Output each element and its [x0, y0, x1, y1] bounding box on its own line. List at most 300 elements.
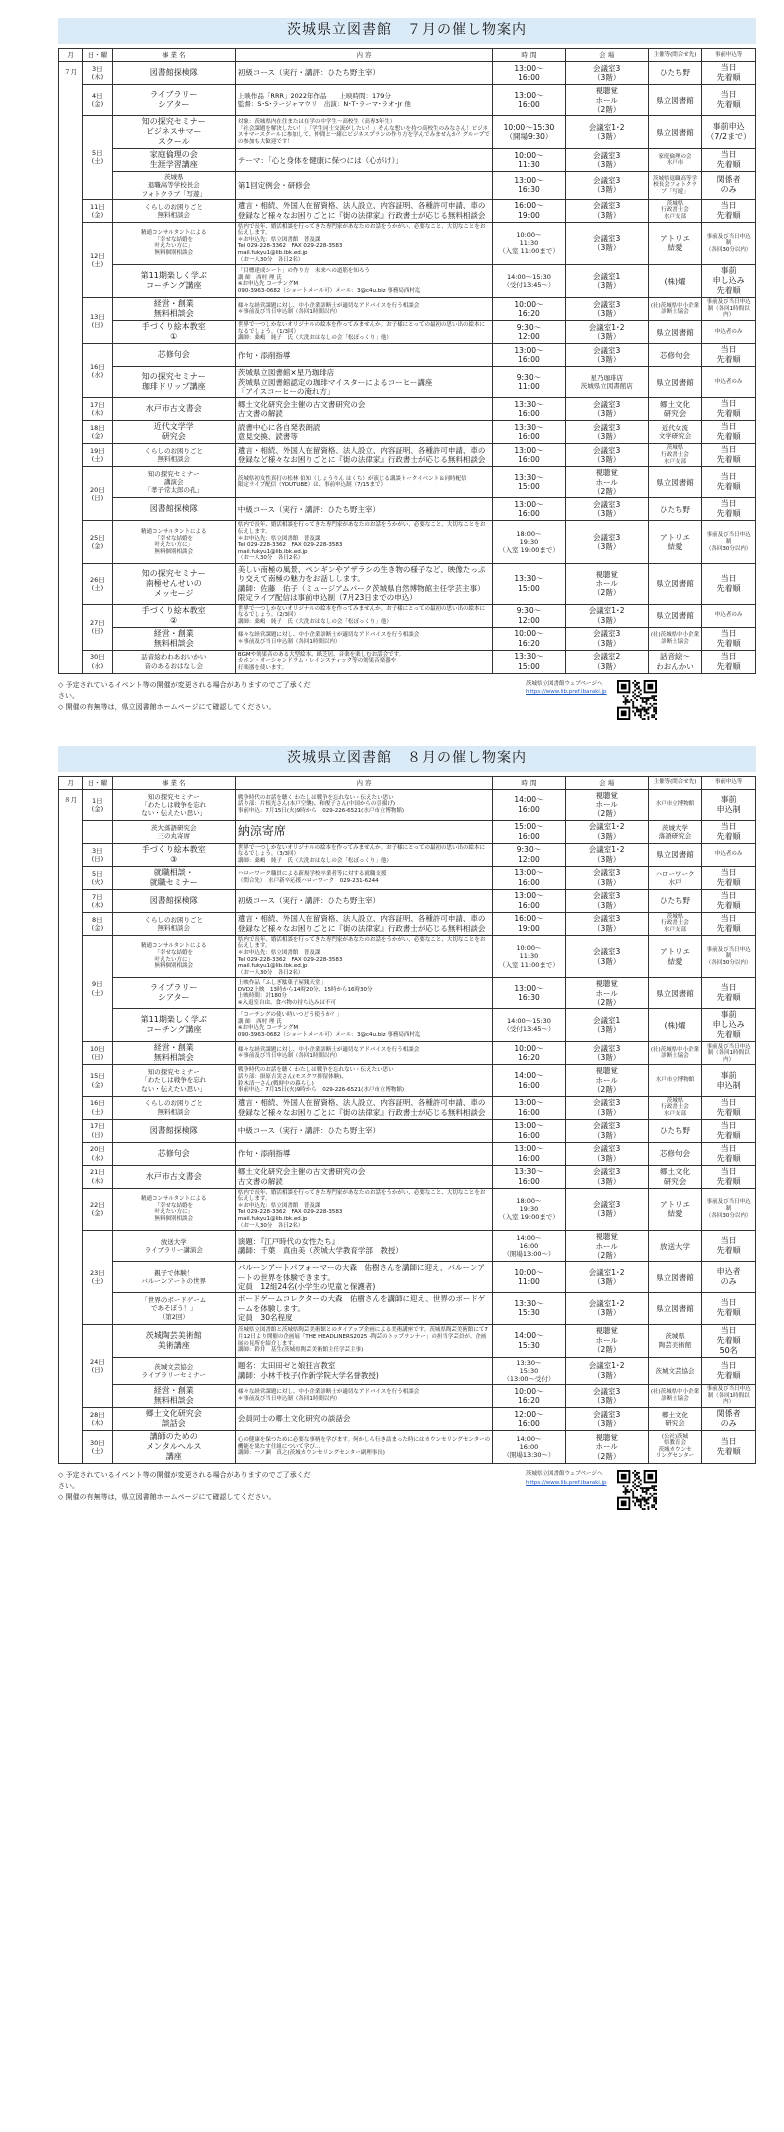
table-row	[59, 199, 756, 222]
time-cell: 13:00～ 16:00	[493, 498, 565, 521]
event-name-cell: 茨城県 退職高等学校長会 フォトクラブ「写遊」	[112, 172, 235, 199]
venue-cell: 会議室3 （3階）	[565, 199, 648, 222]
organizer-cell: 茨城県 行政書士会 水戸支部	[648, 444, 702, 467]
event-name-cell: 手づくり絵本教室 ①	[112, 321, 235, 344]
content-cell: 世界で一つしかないオリジナルの絵本を作ってみませんか。お子様にとっての最初の思い出の絵本になるでしょう。（3/3回） 講師：桑嶋 純子 氏（大洗おはなしの会「松ぼっくり」他）	[235, 843, 492, 866]
time-cell: 13:00～ 16:00	[493, 344, 565, 367]
time-cell: 10:00～15:30 （開場9:30）	[493, 116, 565, 149]
july-table-body	[59, 62, 756, 673]
event-name-cell: 芯修句会	[112, 1142, 235, 1165]
table-row	[59, 1142, 756, 1165]
venue-cell: 会議室3 （3階）	[565, 627, 648, 650]
table-row	[59, 85, 756, 116]
application-cell: 事前 申し込み 先着順	[702, 1009, 756, 1042]
table-row	[59, 843, 756, 866]
time-cell: 14:00～15:30 （受付13:45～）	[493, 1009, 565, 1042]
time-cell: 18:00～ 19:30 （入室 19:00まで）	[493, 1188, 565, 1231]
content-cell: 上映作品「ふしぎ駄菓子屋銭天堂」 DVD2上映 13時から14時20分、15時から16時30分 上映時間：計180分 ※入退室自由、食べ物の持ち込みは不可	[235, 978, 492, 1009]
date-cell: 25日 (金)	[83, 521, 112, 564]
table-row	[59, 172, 756, 199]
table-row	[59, 222, 756, 265]
organizer-cell: 県立図書館	[648, 116, 702, 149]
content-cell: 読書中心に各自発表朗読 意見交換、読書等	[235, 421, 492, 444]
date-cell: 9日 (土)	[83, 935, 112, 1042]
table-row	[59, 1384, 756, 1407]
event-name-cell: 話音絵わわあおいかい 音のあるおはなし会	[112, 650, 235, 673]
table-row	[59, 789, 756, 820]
venue-cell: 会議室3 （3階）	[565, 1384, 648, 1407]
date-cell: 30日 (土)	[83, 1430, 112, 1463]
application-cell: 当日 先着順	[702, 1142, 756, 1165]
content-cell: 郷土文化研究会主催の古文書研究の会 古文書の解読	[235, 1165, 492, 1188]
header-event: 事 業 名	[112, 776, 235, 789]
application-cell: 当日 先着順	[702, 1293, 756, 1324]
organizer-cell: 県立図書館	[648, 843, 702, 866]
date-cell: 16日 (土)	[83, 1096, 112, 1119]
time-cell: 13:00～ 16:00	[493, 1119, 565, 1142]
venue-cell: 会議室1 （3階）	[565, 1009, 648, 1042]
venue-cell: 会議室3 （3階）	[565, 1142, 648, 1165]
event-name-cell: 郷土文化研究会 談話会	[112, 1407, 235, 1430]
time-cell: 13:30～ 15:30	[493, 1293, 565, 1324]
qr-code-icon[interactable]	[617, 1470, 657, 1510]
content-cell: 県内で長年、婚活相談を行ってきた専門家があなたのお話をうかがい、必要なこと、大切なことをお伝えします。 ＊お申込先：県立図書館 普及課 Tel 029-228-3362 FAX 029-228-3583 mail.fukyu1@lib.ibk.ed.jp （お一人30分 各日2名）	[235, 521, 492, 564]
venue-cell: 会議室3 （3階）	[565, 398, 648, 421]
organizer-cell: 県立図書館	[648, 1293, 702, 1324]
content-cell: 遺言・相続、外国人在留資格、法人設立、内容証明、各種許可申請、車の登録など様々なお困りごとに『街の法律家』行政書士が応じる無料相談会	[235, 1096, 492, 1119]
content-cell: 様々な経営課題に対し、中小企業診断士が適切なアドバイスを行う相談会 ＊事前及び当日申込制（各回1時間以内）	[235, 298, 492, 321]
venue-cell: 会議室3 （3階）	[565, 866, 648, 889]
application-cell: 事前及び当日申込制 （各回30分以内）	[702, 222, 756, 265]
content-cell: 県内で長年、婚活相談を行ってきた専門家があなたのお話をうかがい、必要なこと、大切なことをお伝えします。 ＊お申込先：県立図書館 普及課 Tel 029-228-3362 FAX 029-228-3583 mail.fukyu1@lib.ibk.ed.jp （お一人30分 各日2名）	[235, 935, 492, 978]
venue-cell: 会議室1･2 （3階）	[565, 1293, 648, 1324]
time-cell: 9:30～ 11:00	[493, 367, 565, 398]
content-cell: 題名：太田田ゼと娘狂言教室 講師：小林千枝子(作新学院大学名誉教授)	[235, 1357, 492, 1384]
event-name-cell: 知の探究セミナー 珈琲ドリップ講座	[112, 367, 235, 398]
time-cell: 15:00～ 16:00	[493, 820, 565, 843]
qr-caption-text: 茨城県立図書館ウェブページへ	[526, 680, 603, 687]
organizer-cell: 近代女流 文学研究会	[648, 421, 702, 444]
table-row	[59, 521, 756, 564]
application-cell: 申込者 のみ	[702, 1262, 756, 1293]
content-cell: 様々な経営課題に対し、中小企業診断士が適切なアドバイスを行う相談会 ＊事前及び当日申込制（各回1時間以内）	[235, 1042, 492, 1065]
august-notes-text	[58, 1470, 438, 1510]
application-cell: 事前及び当日申込制 （各回30分以内）	[702, 1188, 756, 1231]
date-cell: 12日 (土)	[83, 222, 112, 298]
organizer-cell: アトリエ 結愛	[648, 1188, 702, 1231]
venue-cell: 会議室3 （3階）	[565, 1119, 648, 1142]
event-name-cell: 茨城文芸協会 ライブラリーセミナー	[112, 1357, 235, 1384]
content-cell: 遺言・相続、外国人在留資格、法人設立、内容証明、各種許可申請、車の登録など様々なお困りごとに『街の法律家』行政書士が応じる無料相談会	[235, 912, 492, 935]
note-item: ◇ 開催の有無等は，県立図書館ホームページにて確認してください。	[58, 1493, 276, 1502]
content-cell: ボードゲームコレクターの大森 佑樹さんを講師に迎え、世界のボードゲームを体験します。 定員 30名程度	[235, 1293, 492, 1324]
organizer-cell: 水戸市立博物館	[648, 1065, 702, 1096]
table-row	[59, 498, 756, 521]
venue-cell: 会議室2 （3階）	[565, 650, 648, 673]
application-cell: 事前及び当日申込制（各回1時間以内）	[702, 1042, 756, 1065]
application-cell: 事前 申込制	[702, 789, 756, 820]
august-schedule-table	[58, 776, 756, 1464]
event-name-cell: 図書館探検隊	[112, 498, 235, 521]
date-cell: 30日 (水)	[83, 650, 112, 673]
application-cell: 事前及び当日申込制 （各回30分以内）	[702, 935, 756, 978]
table-row	[59, 889, 756, 912]
header-month: 月	[59, 49, 83, 62]
content-cell: 世界で一つしかないオリジナルの絵本を作ってみませんか。お子様にとっての最初の思い出の絵本になるでしょう。（1/3回） 講師：桑嶋 純子 氏（大洗おはなしの会「松ぼっくり」他）	[235, 321, 492, 344]
july-schedule-table	[58, 48, 756, 674]
event-name-cell: 経営・創業 無料相談会	[112, 298, 235, 321]
time-cell: 13:00～ 16:00	[493, 889, 565, 912]
time-cell: 13:00～ 16:00	[493, 866, 565, 889]
table-row	[59, 367, 756, 398]
content-cell: 戦争時代のお話を聴く わたしは戦争を忘れない・伝えたい思い 話り部：片根光さん(本戸空襲)、和俊子さん(中国からの引揚げ) 事前申込：7月15日(火)9時から 029-226-6521(水戸市立博物館)	[235, 789, 492, 820]
table-row	[59, 627, 756, 650]
application-cell: 当日 先着順	[702, 1357, 756, 1384]
header-organizer: 主催等(問合せ先)	[648, 776, 702, 789]
application-cell: 申込者のみ	[702, 367, 756, 398]
content-cell: 茨城県立図書館×星乃珈琲店 茨城県立図書館認定の珈琲マイスターによるコーヒー講座 「アイスコーヒーの淹れ方」	[235, 367, 492, 398]
time-cell: 9:30～ 12:00	[493, 604, 565, 627]
table-row	[59, 1407, 756, 1430]
time-cell: 10:00～ 16:20	[493, 1042, 565, 1065]
time-cell: 13:00～ 16:30	[493, 172, 565, 199]
organizer-cell: 話音絵～ わおんかい	[648, 650, 702, 673]
application-cell: 当日 先着順	[702, 498, 756, 521]
event-name-cell: くらしのお困りごと 無料相談会	[112, 1096, 235, 1119]
organizer-cell: アトリエ 結愛	[648, 222, 702, 265]
event-name-cell: 精通コンサルタントによる 「幸せな結婚を 叶えたい方に」 無料個別相談会	[112, 521, 235, 564]
date-cell: 17日 (日)	[83, 1119, 112, 1142]
application-cell: 申込者のみ	[702, 321, 756, 344]
organizer-cell: (社)茨城県中小企業診断士協会	[648, 627, 702, 650]
venue-cell: 視聴覚 ホール （2階）	[565, 1430, 648, 1463]
date-cell: 21日 (木)	[83, 1165, 112, 1188]
event-name-cell: 水戸市古文書会	[112, 398, 235, 421]
august-notes	[58, 1464, 756, 1510]
application-cell: 事前 申込制	[702, 1065, 756, 1096]
august-section	[0, 720, 784, 1510]
venue-cell: 視聴覚 ホール （2階）	[565, 564, 648, 605]
time-cell: 13:00～ 16:00	[493, 85, 565, 116]
table-row	[59, 344, 756, 367]
table-row	[59, 321, 756, 344]
application-cell: 当日 先着順	[702, 1096, 756, 1119]
table-row	[59, 1042, 756, 1065]
venue-cell: 会議室1･2 （3階）	[565, 321, 648, 344]
header-month: 月	[59, 776, 83, 789]
header-venue: 会 場	[565, 49, 648, 62]
time-cell: 14:00～ 15:30	[493, 1324, 565, 1357]
venue-cell: 会議室3 （3階）	[565, 344, 648, 367]
venue-cell: 視聴覚 ホール （2階）	[565, 1324, 648, 1357]
table-row	[59, 866, 756, 889]
table-row	[59, 1231, 756, 1262]
time-cell: 13:30～ 15:00	[493, 564, 565, 605]
content-cell: 会員同士の郷土文化研究の談話会	[235, 1407, 492, 1430]
time-cell: 10:00～ 11:30 （入室 11:00まで）	[493, 935, 565, 978]
application-cell: 当日 先着順	[702, 398, 756, 421]
venue-cell: 会議室3 （3階）	[565, 521, 648, 564]
table-row	[59, 265, 756, 298]
time-cell: 10:00～ 16:20	[493, 627, 565, 650]
venue-cell: 会議室1･2 （3階）	[565, 1357, 648, 1384]
venue-cell: 会議室3 （3階）	[565, 889, 648, 912]
event-name-cell: 講師のための メンタルヘルス 講座	[112, 1430, 235, 1463]
august-qr-caption	[526, 1470, 607, 1488]
application-cell: 申込者のみ	[702, 843, 756, 866]
application-cell: 申込者のみ	[702, 604, 756, 627]
qr-code-icon[interactable]	[617, 680, 657, 720]
venue-cell: 会議室3 （3階）	[565, 1096, 648, 1119]
month-cell: ８月	[59, 789, 83, 1463]
table-row	[59, 444, 756, 467]
date-cell: 20日 (水)	[83, 1142, 112, 1165]
header-content: 内 容	[235, 49, 492, 62]
event-name-cell: 精通コンサルタントによる 「幸せな結婚を 叶えたい方に」 無料個別相談会	[112, 935, 235, 978]
time-cell: 13:30～ 15:00	[493, 467, 565, 498]
content-cell: 様々な経営課題に対し、中小企業診断士が適切なアドバイスを行う相談会 ＊事前及び当日申込制（各回1時間以内）	[235, 1384, 492, 1407]
content-cell: 世界で一つしかないオリジナルの絵本を作ってみませんか。お子様にとっての最初の思い出の絵本になるでしょう。（2/3回） 講師：桑嶋 純子 氏（大洗おはなしの会「松ぼっくり」他）	[235, 604, 492, 627]
content-cell: 茨城県立図書館と茨城県陶芸美術館とのタイアップ企画による美術講座です。茨城県陶芸美術館にて7月12日より開催の企画展「THE HEADLINERS2025 -陶芸のトップランナー」の担当学芸員が、企画展の見所を紹介します。 講師：鈴井 基生(茨城県陶芸美術館主任学芸主事)	[235, 1324, 492, 1357]
event-name-cell: 経営・創業 無料相談会	[112, 627, 235, 650]
table-row	[59, 1009, 756, 1042]
venue-cell: 視聴覚 ホール （2階）	[565, 789, 648, 820]
website-link[interactable]: https://www.lib.pref.ibaraki.jp	[526, 1479, 607, 1486]
organizer-cell: (社)茨城県中小企業診断士協会	[648, 1384, 702, 1407]
month-cell: ７月	[59, 62, 83, 673]
content-cell: 対象：茨城県内在住または在学の中学生～高校生（高専3年生） 「社会課題を解決したい！」「学生同士交流がしたい！」そんな想いを持つ高校生のみなさん！ビジネスサマースクールに参加して、仲間と一緒にビジネスプランの作り方を学んでみませんか？グループでの参加も大歓迎です！	[235, 116, 492, 149]
application-cell: 当日 先着順	[702, 650, 756, 673]
venue-cell: 会議室1･2 （3階）	[565, 604, 648, 627]
july-qr-block	[526, 680, 756, 720]
time-cell: 14:00～ 16:00	[493, 789, 565, 820]
content-cell: BGMや効果音のある大型絵本、紙芝居、音楽を楽しむお話会です。 カホン・オーシャンドラム・レインスティック等の効果音楽器や 打楽器を使います。	[235, 650, 492, 673]
application-cell: 当日 先着順	[702, 889, 756, 912]
organizer-cell: ハローワーク 水戸	[648, 866, 702, 889]
organizer-cell: アトリエ 結愛	[648, 935, 702, 978]
date-cell: 8日 (金)	[83, 912, 112, 935]
venue-cell: 会議室3 （3階）	[565, 912, 648, 935]
table-row	[59, 564, 756, 605]
time-cell: 13:30～ 16:00	[493, 398, 565, 421]
header-content: 内 容	[235, 776, 492, 789]
table-row	[59, 467, 756, 498]
organizer-cell: 水戸市立博物館	[648, 789, 702, 820]
july-notes-text	[58, 680, 438, 720]
content-cell: 遺言・相続、外国人在留資格、法人設立、内容証明、各種許可申請、車の登録など様々なお困りごとに『街の法律家』行政書士が応じる無料相談会	[235, 444, 492, 467]
application-cell: 当日 先着順	[702, 199, 756, 222]
application-cell: 当日 先着順	[702, 149, 756, 172]
content-cell: 県内で長年、婚活相談を行ってきた専門家があなたのお話をうかがい、必要なこと、大切なことをお伝えします。 ＊お申込先：県立図書館 普及課 Tel 029-228-3362 FAX 029-228-3583 mail.fukyu1@lib.ibk.ed.jp （お一人30分 各日2名）	[235, 222, 492, 265]
organizer-cell: 県立図書館	[648, 978, 702, 1009]
table-row	[59, 1165, 756, 1188]
date-cell: 7日 (木)	[83, 889, 112, 912]
organizer-cell: 県立図書館	[648, 1262, 702, 1293]
organizer-cell: ひたち野	[648, 498, 702, 521]
organizer-cell: 芯修句会	[648, 1142, 702, 1165]
time-cell: 14:00～ 16:00 （開場13:30～）	[493, 1430, 565, 1463]
organizer-cell: 県立図書館	[648, 367, 702, 398]
header-time: 時 間	[493, 49, 565, 62]
header-time: 時 間	[493, 776, 565, 789]
time-cell: 13:30～ 15:30 （13:00～受付）	[493, 1357, 565, 1384]
event-name-cell: くらしのお困りごと 無料相談会	[112, 912, 235, 935]
table-row	[59, 650, 756, 673]
july-qr-caption	[526, 680, 607, 698]
august-qr-block	[526, 1470, 756, 1510]
time-cell: 16:00～ 19:00	[493, 912, 565, 935]
application-cell: 当日 先着順	[702, 866, 756, 889]
application-cell: 事前 申し込み 先着順	[702, 265, 756, 298]
organizer-cell: 郷土文化 研究会	[648, 1165, 702, 1188]
application-cell: 関係者 のみ	[702, 172, 756, 199]
application-cell: 事前及び当日申込制（各回1時間以内）	[702, 298, 756, 321]
table-header-row	[59, 49, 756, 62]
organizer-cell: 茨城県退職高等学校長会フォトクラブ「写遊」	[648, 172, 702, 199]
time-cell: 13:30～ 16:00	[493, 421, 565, 444]
venue-cell: 視聴覚 ホール （2階）	[565, 1065, 648, 1096]
event-name-cell: 放送大学 ライブラリー講演会	[112, 1231, 235, 1262]
note-item: ◇ 開催の有無等は，県立図書館ホームページにて確認してください。	[58, 702, 276, 711]
date-cell: 23日 (土)	[83, 1231, 112, 1324]
date-cell: 5日 (火)	[83, 866, 112, 889]
date-cell: 17日 (木)	[83, 398, 112, 421]
table-row	[59, 1262, 756, 1293]
content-cell: 遺言・相続、外国人在留資格、法人設立、内容証明、各種許可申請、車の登録など様々なお困りごとに『街の法律家』行政書士が応じる無料相談会	[235, 199, 492, 222]
time-cell: 12:00～ 16:00	[493, 1407, 565, 1430]
venue-cell: 会議室3 （3階）	[565, 149, 648, 172]
july-section	[0, 0, 784, 720]
venue-cell: 星乃珈琲店 茨城県立図書館店	[565, 367, 648, 398]
time-cell: 10:00～ 11:30 （入室 11:00まで）	[493, 222, 565, 265]
event-name-cell: 知の探究セミナー 「わたしは戦争を忘れ ない・伝えたい思い」	[112, 1065, 235, 1096]
venue-cell: 会議室3 （3階）	[565, 62, 648, 85]
venue-cell: 会議室3 （3階）	[565, 172, 648, 199]
date-cell: 4日 (金)	[83, 85, 112, 116]
organizer-cell: アトリエ 結愛	[648, 521, 702, 564]
date-cell: 10日 (日)	[83, 1042, 112, 1065]
organizer-cell: 郷土文化 研究会	[648, 398, 702, 421]
website-link[interactable]: https://www.lib.pref.ibaraki.jp	[526, 689, 607, 696]
table-row	[59, 62, 756, 85]
table-row	[59, 1096, 756, 1119]
time-cell: 9:30～ 12:00	[493, 321, 565, 344]
organizer-cell: ひたち野	[648, 62, 702, 85]
event-name-cell: 茨城陶芸美術館 美術講座	[112, 1324, 235, 1357]
content-cell: 第1回定例会・研修会	[235, 172, 492, 199]
note-item: ◇ 予定されているイベント等の開催が変更される場合がありますのでご了承くだ さい。	[58, 680, 311, 700]
application-cell: 当日 先着順	[702, 1430, 756, 1463]
application-cell: 当日 先着順	[702, 627, 756, 650]
time-cell: 10:00～ 11:00	[493, 1262, 565, 1293]
application-cell: 当日 先着順	[702, 85, 756, 116]
date-cell: 3日 (日)	[83, 843, 112, 866]
date-cell: 18日 (金)	[83, 421, 112, 444]
venue-cell: 会議室3 （3階）	[565, 935, 648, 978]
venue-cell: 会議室1･2 （3階）	[565, 820, 648, 843]
time-cell: 14:00～ 16:00 （開場13:00～）	[493, 1231, 565, 1262]
event-name-cell: 経営・創業 無料相談会	[112, 1384, 235, 1407]
organizer-cell: 茨城文芸協会	[648, 1357, 702, 1384]
table-row	[59, 149, 756, 172]
time-cell: 10:00～ 16:20	[493, 1384, 565, 1407]
time-cell: 13:00～ 16:30	[493, 978, 565, 1009]
event-name-cell: 知の探究セミナー 南極せんせいの メッセージ	[112, 564, 235, 605]
venue-cell: 会議室3 （3階）	[565, 421, 648, 444]
application-cell: 当日 先着順 50名	[702, 1324, 756, 1357]
date-cell: 19日 (土)	[83, 444, 112, 467]
venue-cell: 会議室3 （3階）	[565, 222, 648, 265]
organizer-cell: 県立図書館	[648, 604, 702, 627]
content-cell: 郷土文化研究会主催の古文書研究の会 古文書の解読	[235, 398, 492, 421]
date-cell: 3日 (木)	[83, 62, 112, 85]
date-cell: 22日 (金)	[83, 1188, 112, 1231]
content-cell: 中級コース（実行・講評：ひたち野主宰）	[235, 498, 492, 521]
content-cell: 納涼寄席	[235, 820, 492, 843]
content-cell: 県内で長年、婚活相談を行ってきた専門家があなたのお話をうかがい、必要なこと、大切なことをお伝えします。 ＊お申込先：県立図書館 普及課 Tel 029-228-3362 FAX 029-228-3583 mail.fukyu1@lib.ibk.ed.jp （お一人30分 各日2名）	[235, 1188, 492, 1231]
qr-caption-text: 茨城県立図書館ウェブページへ	[526, 1470, 603, 1477]
application-cell: 当日 先着順	[702, 1231, 756, 1262]
venue-cell: 会議室3 （3階）	[565, 498, 648, 521]
organizer-cell: 芯修句会	[648, 344, 702, 367]
event-name-cell: 第11期楽しく学ぶ コーチング講座	[112, 1009, 235, 1042]
application-cell: 事前及び当日申込制 （各回30分以内）	[702, 521, 756, 564]
venue-cell: 会議室1 （3階）	[565, 265, 648, 298]
content-cell: テーマ：「心と身体を健康に保つには（心がけ）」	[235, 149, 492, 172]
time-cell: 13:00～ 16:00	[493, 444, 565, 467]
venue-cell: 会議室1･2 （3階）	[565, 1262, 648, 1293]
venue-cell: 会議室3 （3階）	[565, 1407, 648, 1430]
venue-cell: 視聴覚 ホール （2階）	[565, 467, 648, 498]
organizer-cell: 茨城県 行政書士会 水戸支部	[648, 912, 702, 935]
table-row	[59, 604, 756, 627]
table-row	[59, 978, 756, 1009]
event-name-cell: 図書館探検隊	[112, 62, 235, 85]
header-date: 日・曜	[83, 776, 112, 789]
application-cell: 当日 先着順	[702, 1165, 756, 1188]
venue-cell: 会議室3 （3階）	[565, 1165, 648, 1188]
venue-cell: 視聴覚 ホール （2階）	[565, 85, 648, 116]
organizer-cell: 茨城県 陶芸美術館	[648, 1324, 702, 1357]
date-cell: 5日 (土)	[83, 116, 112, 199]
event-name-cell: 図書館探検隊	[112, 889, 235, 912]
event-name-cell: 就職相談・ 就職セミナー	[112, 866, 235, 889]
july-notes	[58, 674, 756, 720]
event-name-cell: 精通コンサルタントによる 「幸せな結婚を 叶えたい方に」 無料個別相談会	[112, 222, 235, 265]
application-cell: 事前申込 （7/2まで）	[702, 116, 756, 149]
table-row	[59, 1430, 756, 1463]
application-cell: 当日 先着順	[702, 62, 756, 85]
table-row	[59, 1188, 756, 1231]
event-name-cell: 知の探究セミナー ビジネスサマー スクール	[112, 116, 235, 149]
table-row	[59, 820, 756, 843]
august-title: 茨城県立図書館 ８月の催し物案内	[58, 746, 756, 772]
organizer-cell: 県立図書館	[648, 467, 702, 498]
date-cell: 11日 (金)	[83, 199, 112, 222]
event-name-cell: くらしのお困りごと 無料相談会	[112, 444, 235, 467]
header-application: 事前申込等	[702, 49, 756, 62]
header-application: 事前申込等	[702, 776, 756, 789]
time-cell: 9:30～ 12:00	[493, 843, 565, 866]
event-name-cell: くらしのお困りごと 無料相談会	[112, 199, 235, 222]
venue-cell: 会議室1･2 （3階）	[565, 116, 648, 149]
organizer-cell: (株)燿	[648, 1009, 702, 1042]
time-cell: 14:00～ 16:00	[493, 1065, 565, 1096]
table-row	[59, 912, 756, 935]
event-name-cell: 精通コンサルタントによる 「幸せな結婚を 叶えたい方に」 無料個別相談会	[112, 1188, 235, 1231]
august-table-body	[59, 789, 756, 1463]
table-row	[59, 1324, 756, 1357]
